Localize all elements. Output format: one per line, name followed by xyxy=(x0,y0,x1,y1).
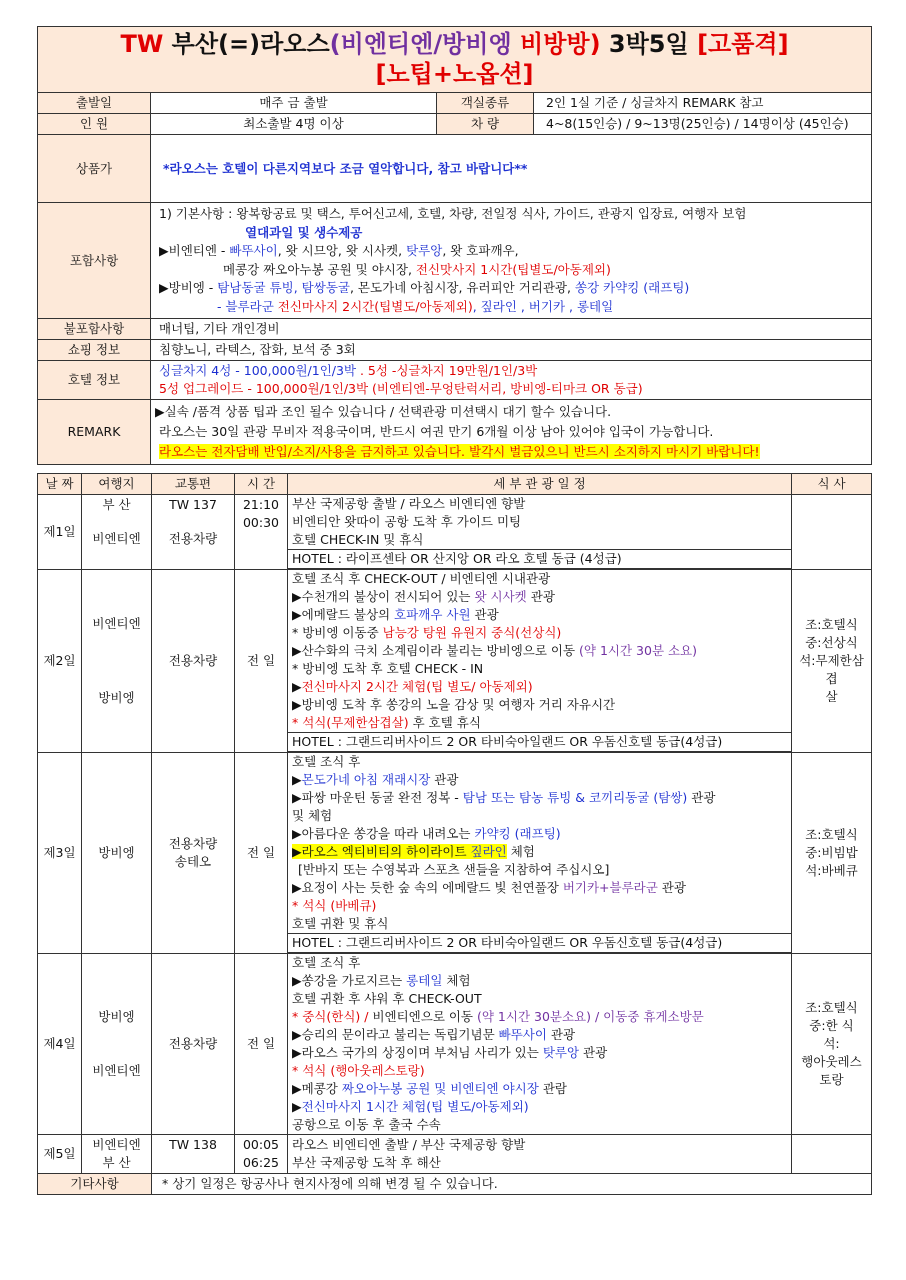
day5-meal xyxy=(792,1135,872,1174)
hotel-value: 싱글차지 4성 - 100,000원/1인/3박 . 5성 -싱글차지 19만원/1인/3박 5성 업그레이드 - 100,000원/1인/3박 (비엔티엔-무엉탄럭서리, 방비엥-티마크 OR 동급) xyxy=(151,361,872,400)
title-block xyxy=(38,27,872,93)
header-meal: 식 사 xyxy=(792,474,872,495)
day5-place: 비엔티엔 부 산 xyxy=(82,1135,152,1174)
day5-row xyxy=(38,1135,872,1174)
day3-hotel: HOTEL : 그랜드리버사이드 2 OR 타비숙아일랜드 OR 우돔신호텔 동급(4성급) xyxy=(288,933,791,953)
day1-hotel: HOTEL : 라이프센타 OR 산지앙 OR 라오 호텔 동급 (4성급) xyxy=(288,549,791,569)
exclude-label: 불포함사항 xyxy=(38,319,151,340)
header-date: 날 짜 xyxy=(38,474,82,495)
header-detail: 세 부 관 광 일 정 xyxy=(288,474,792,495)
day1-meal xyxy=(792,495,872,570)
day5-detail: 라오스 비엔티엔 출발 / 부산 국제공항 향발 부산 국제공항 도착 후 해산 xyxy=(288,1135,792,1174)
day2-time: 전 일 xyxy=(235,570,288,753)
shopping-label: 쇼핑 정보 xyxy=(38,340,151,361)
include-value: 1) 기본사항 : 왕복항공료 및 택스, 투어신고세, 호텔, 차량, 전일정 식사, 가이드, 관광지 입장료, 여행자 보험 열대과일 및 생수제공 ▶비엔티엔 - 빠뚜사이, 왓 시므앙, 왓 시사켓, 탓루앙, 왓 호파깨우, 메콩강 짜오아누봉 공원 및 야시장, 전신맛사지 1시간(팁별도/아동제외) ▶방비엥 - 탐남동굴 튜빙, 탐쌍동굴, 몬도가네 아침시장, 유러피안 거리관광, 쏭강 카약킹 (래프팅) - 블루라군 전신마사지 2시간(팁별도/아동제외), 짚라인 , 버기카 , 롱테일 xyxy=(151,203,872,319)
header-transport: 교통편 xyxy=(152,474,235,495)
day1-time: 21:10 00:30 xyxy=(235,495,288,570)
day2-meal: 조:호텔식 중:선상식 석:무제한삼겹 살 xyxy=(792,570,872,753)
day4-meal: 조:호텔식 중:한 식 석: 행아웃레스토랑 xyxy=(792,954,872,1135)
day2-hotel: HOTEL : 그랜드리버사이드 2 OR 타비숙아일랜드 OR 우돔신호텔 동급(4성급) xyxy=(288,732,791,752)
day4-time: 전 일 xyxy=(235,954,288,1135)
day4-transport: 전용차량 xyxy=(152,954,235,1135)
etc-label: 기타사항 xyxy=(38,1174,152,1195)
day4-place: 방비엥 비엔티엔 xyxy=(82,954,152,1135)
day5-date: 제5일 xyxy=(38,1135,82,1174)
day1-place: 부 산 비엔티엔 xyxy=(82,495,152,570)
day2-detail: 호텔 조식 후 CHECK-OUT / 비엔티엔 시내관광 ▶수천개의 불상이 전시되어 있는 왓 시사켓 관광 ▶에메랄드 불상의 호파깨우 사원 관광 * 방비엥 이동중 남능강 탕원 유원지 중식(선상식) ▶산수화의 극치 소계림이라 불리는 방비엥으로 이동 (약 1시간 30분 소요) * 방비엥 도착 후 호텔 CHECK - IN ▶전신마사지 2시간 체험(팁 별도/ 아동제외) ▶방비엥 도착 후 쏭강의 노을 감상 및 여행자 거리 자유시간 * 석식(무제한삼겹살) 후 호텔 휴식 HOTEL : 그랜드리버사이드 2 OR 타비숙아일랜드 OR 우돔신호텔 동급(4성급) xyxy=(288,570,792,753)
page-subtitle: [노팁+노옵션] xyxy=(375,60,534,88)
day4-detail: 호텔 조식 후 ▶쏭강을 가로지르는 롱테일 체험 호텔 귀환 후 샤워 후 CHECK-OUT * 중식(한식) / 비엔티엔으로 이동 (약 1시간 30분소요) / 이동중 휴게소방문 ▶승리의 문이라고 불리는 독립기념문 빠뚜사이 관광 ▶라오스 국가의 상징이며 부처님 사리가 있는 탓루앙 관광 * 석식 (행아웃레스토랑) ▶메콩강 짜오아누봉 공원 및 비엔티엔 야시장 관람 ▶전신마사지 1시간 체험(팁 별도/아동제외) 공항으로 이동 후 출국 수속 xyxy=(288,954,792,1135)
schedule-table xyxy=(37,473,872,1195)
room-value: 2인 1실 기준 / 싱글차지 REMARK 참고 xyxy=(534,93,872,114)
room-label: 객실종류 xyxy=(437,93,534,114)
info-table xyxy=(37,26,872,465)
day3-date: 제3일 xyxy=(38,753,82,954)
price-label: 상품가 xyxy=(38,135,151,203)
day5-transport: TW 138 xyxy=(152,1135,235,1174)
day1-detail: 부산 국제공항 출발 / 라오스 비엔티엔 향발 비엔티안 왓따이 공항 도착 후 가이드 미팅 호텔 CHECK-IN 및 휴식 HOTEL : 라이프센타 OR 산지앙 OR 라오 호텔 동급 (4성급) xyxy=(288,495,792,570)
day3-place: 방비엥 xyxy=(82,753,152,954)
remark-warning: 라오스는 전자담배 반입/소지/사용을 금지하고 있습니다. 발각시 벌금있으니 반드시 소지하지 마시기 바랍니다! xyxy=(159,444,760,459)
day2-transport: 전용차량 xyxy=(152,570,235,753)
include-label: 포함사항 xyxy=(38,203,151,319)
zipline-highlight: ▶라오스 엑티비티의 하이라이트 짚라인 xyxy=(292,844,507,859)
day2-date: 제2일 xyxy=(38,570,82,753)
day4-date: 제4일 xyxy=(38,954,82,1135)
day5-time: 00:05 06:25 xyxy=(235,1135,288,1174)
people-value: 최소출발 4명 이상 xyxy=(151,114,437,135)
day1-transport: TW 137 전용차량 xyxy=(152,495,235,570)
depart-label: 출발일 xyxy=(38,93,151,114)
day3-time: 전 일 xyxy=(235,753,288,954)
remark-label: REMARK xyxy=(38,400,151,465)
day3-row xyxy=(38,753,872,954)
depart-value: 매주 금 출발 xyxy=(151,93,437,114)
shopping-value: 침향노니, 라텍스, 잡화, 보석 중 3회 xyxy=(151,340,872,361)
people-label: 인 원 xyxy=(38,114,151,135)
day3-detail: 호텔 조식 후 ▶몬도가네 아침 재래시장 관광 ▶파쌍 마운틴 동굴 완전 정복 - 탐남 또는 탐농 튜빙 & 코끼리동굴 (탐쌍) 관광 및 체험 ▶아름다운 쏭강을 따라 내려오는 카약킹 (래프팅) ▶라오스 엑티비티의 하이라이트 짚라인 체험 [반바지 또는 수영복과 스포츠 샌들을 지참하여 주십시오] ▶요정이 사는 듯한 숲 속의 에메랄드 빛 천연풀장 버기카+블루라군 관광 * 석식 (바베큐) 호텔 귀환 및 휴식 HOTEL : 그랜드리버사이드 2 OR 타비숙아일랜드 OR 우돔신호텔 동급(4성급) xyxy=(288,753,792,954)
day3-transport: 전용차량 송테오 xyxy=(152,753,235,954)
remark-value: ▶실속 /품격 상품 팁과 조인 될수 있습니다 / 선택관광 미션택시 대기 할수 있습니다. 라오스는 30일 관광 무비자 적용국이며, 반드시 여권 만기 6개월 이상 남아 있어야 입국이 가능합니다. 라오스는 전자담배 반입/소지/사용을 금지하고 있습니다. 발각시 벌금있으니 반드시 소지하지 마시기 바랍니다! xyxy=(151,400,872,465)
day2-row xyxy=(38,570,872,753)
car-label: 차 량 xyxy=(437,114,534,135)
exclude-value: 매너팁, 기타 개인경비 xyxy=(151,319,872,340)
page-title: TW 부산(=)라오스(비엔티엔/방비엥 비방방) 3박5일 [고품격] xyxy=(120,30,789,58)
day2-place: 비엔티엔 방비엥 xyxy=(82,570,152,753)
tour-itinerary xyxy=(37,26,871,1195)
day4-row xyxy=(38,954,872,1135)
header-time: 시 간 xyxy=(235,474,288,495)
day3-meal: 조:호텔식 중:비빔밥 석:바베큐 xyxy=(792,753,872,954)
etc-value: * 상기 일정은 항공사나 현지사정에 의해 변경 될 수 있습니다. xyxy=(152,1174,872,1195)
price-value: *라오스는 호텔이 다른지역보다 조금 열악합니다, 참고 바랍니다** xyxy=(151,135,872,203)
header-place: 여행지 xyxy=(82,474,152,495)
day1-row xyxy=(38,495,872,570)
hotel-label: 호텔 정보 xyxy=(38,361,151,400)
car-value: 4~8(15인승) / 9~13명(25인승) / 14명이상 (45인승) xyxy=(534,114,872,135)
day1-date: 제1일 xyxy=(38,495,82,570)
